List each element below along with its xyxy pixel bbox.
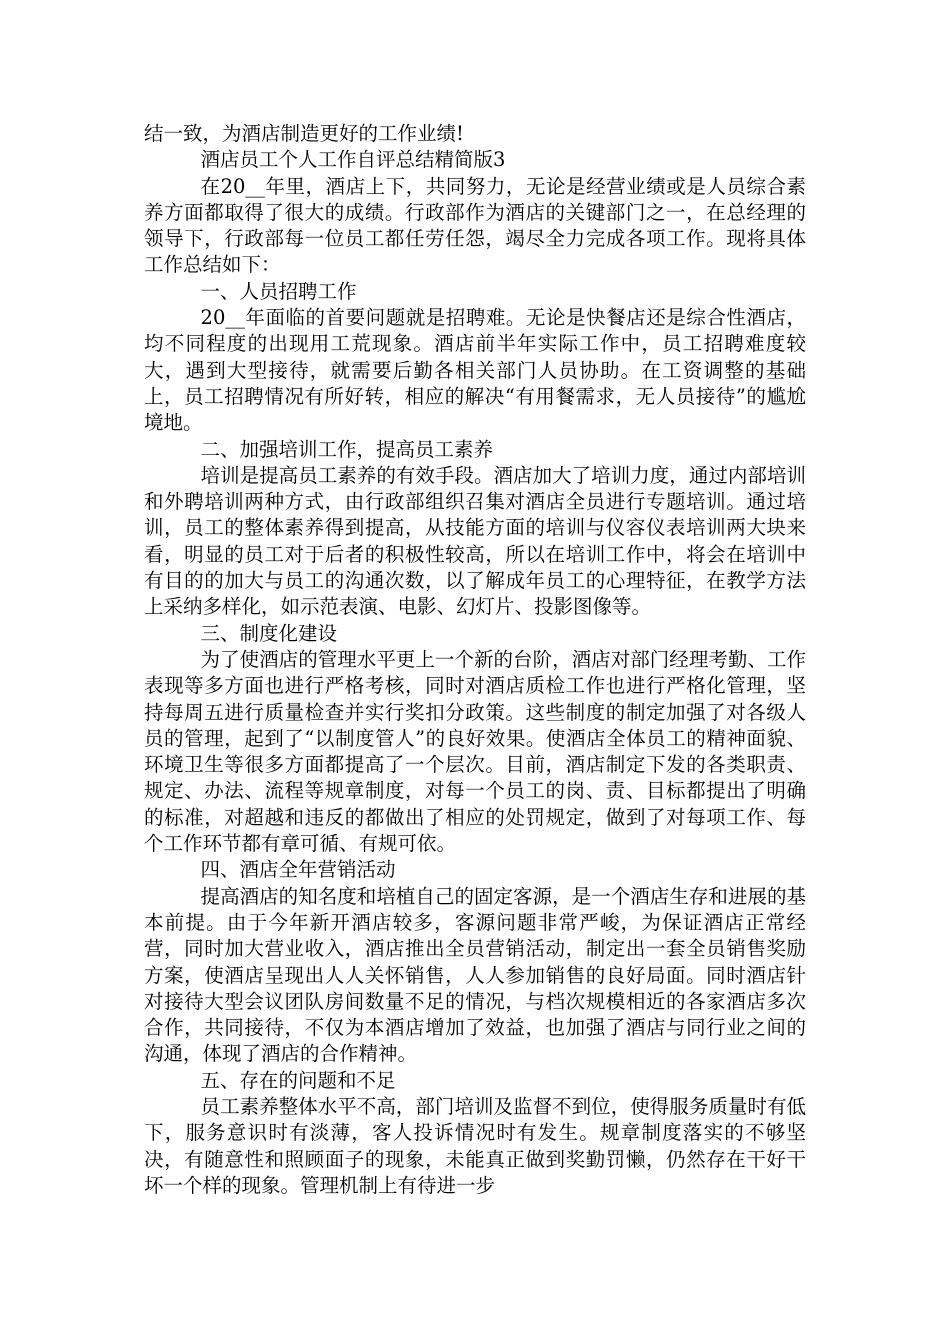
paragraph-training: 培训是提高员工素养的有效手段。酒店加大了培训力度，通过内部培训和外聘培训两种方式，由行政部组织召集对酒店全员进行专题培训。通过培训，员工的整体素养得到提高，从技能方面的培训与仪容仪表培训两大块来看，明显的员工对于后者的积极性较高，所以在培训工作中，将会在培训中有目的的加大与员工的沟通次数，以了解成年员工的心理特征，在教学方法上采纳多样化，如示范表演、电影、幻灯片、投影图像等。 [144,463,806,619]
paragraph-problems: 员工素养整体水平不高，部门培训及监督不到位，使得服务质量时有低下，服务意识时有淡薄，客人投诉情况时有发生。规章制度落实的不够坚决，有随意性和照顾面子的现象，未能真正做到奖勤罚懒，仍然存在干好干坏一个样的现象。管理机制上有待进一步 [144,1094,806,1197]
heading-training: 二、加强培训工作，提高员工素养 [200,437,494,461]
paragraph-institution: 为了使酒店的管理水平更上一个新的台阶，酒店对部门经理考勤、工作表现等多方面也进行严格考核，同时对酒店质检工作也进行严格化管理，坚持每周五进行质量检查并实行奖扣分政策。这些制度的制定加强了对各级人员的管理，起到了“以制度管人”的良好效果。使酒店全体员工的精神面貌、环境卫生等很多方面都提高了一个层次。目前，酒店制定下发的各类职责、规定、办法、流程等规章制度，对每一个员工的岗、责、目标都提出了明确的标准，对超越和违反的都做出了相应的处罚规定，做到了对每项工作、每个工作环节都有章可循、有规可依。 [144,647,806,856]
paragraph-intro: 在20__年里，酒店上下，共同努力，无论是经营业绩或是人员综合素养方面都取得了很大的成绩。行政部作为酒店的关键部门之一，在总经理的领导下，行政部每一位员工都任劳任怨，竭尽全力完成各项工作。现将具体工作总结如下： [144,174,806,277]
document-body [144,121,806,1199]
heading-institution: 三、制度化建设 [200,621,338,645]
paragraph-recruitment: 20__年面临的首要问题就是招聘难。无论是快餐店还是综合性酒店，均不同程度的出现用工荒现象。酒店前半年实际工作中，员工招聘难度较大，遇到大型接待，就需要后勤各相关部门人员协助。在工资调整的基础上，员工招聘情况有所好转，相应的解决“有用餐需求，无人员接待”的尴尬境地。 [144,306,806,435]
heading-problems: 五、存在的问题和不足 [200,1068,396,1092]
paragraph-marketing: 提高酒店的知名度和培植自己的固定客源，是一个酒店生存和进展的基本前提。由于今年新开酒店较多，客源问题非常严峻，为保证酒店正常经营，同时加大营业收入，酒店推出全员营销活动，制定出一套全员销售奖励方案，使酒店呈现出人人关怀销售，人人参加销售的良好局面。同时酒店针对接待大型会议团队房间数量不足的情况，与档次规模相近的各家酒店多次合作，共同接待，不仅为本酒店增加了效益，也加强了酒店与同行业之间的沟通，体现了酒店的合作精神。 [144,884,806,1066]
section-title: 酒店员工个人工作自评总结精简版3 [200,148,506,172]
paragraph-continuation: 结一致，为酒店制造更好的工作业绩! [144,122,464,145]
heading-recruitment: 一、人员招聘工作 [200,279,357,303]
heading-marketing: 四、酒店全年营销活动 [200,858,396,882]
